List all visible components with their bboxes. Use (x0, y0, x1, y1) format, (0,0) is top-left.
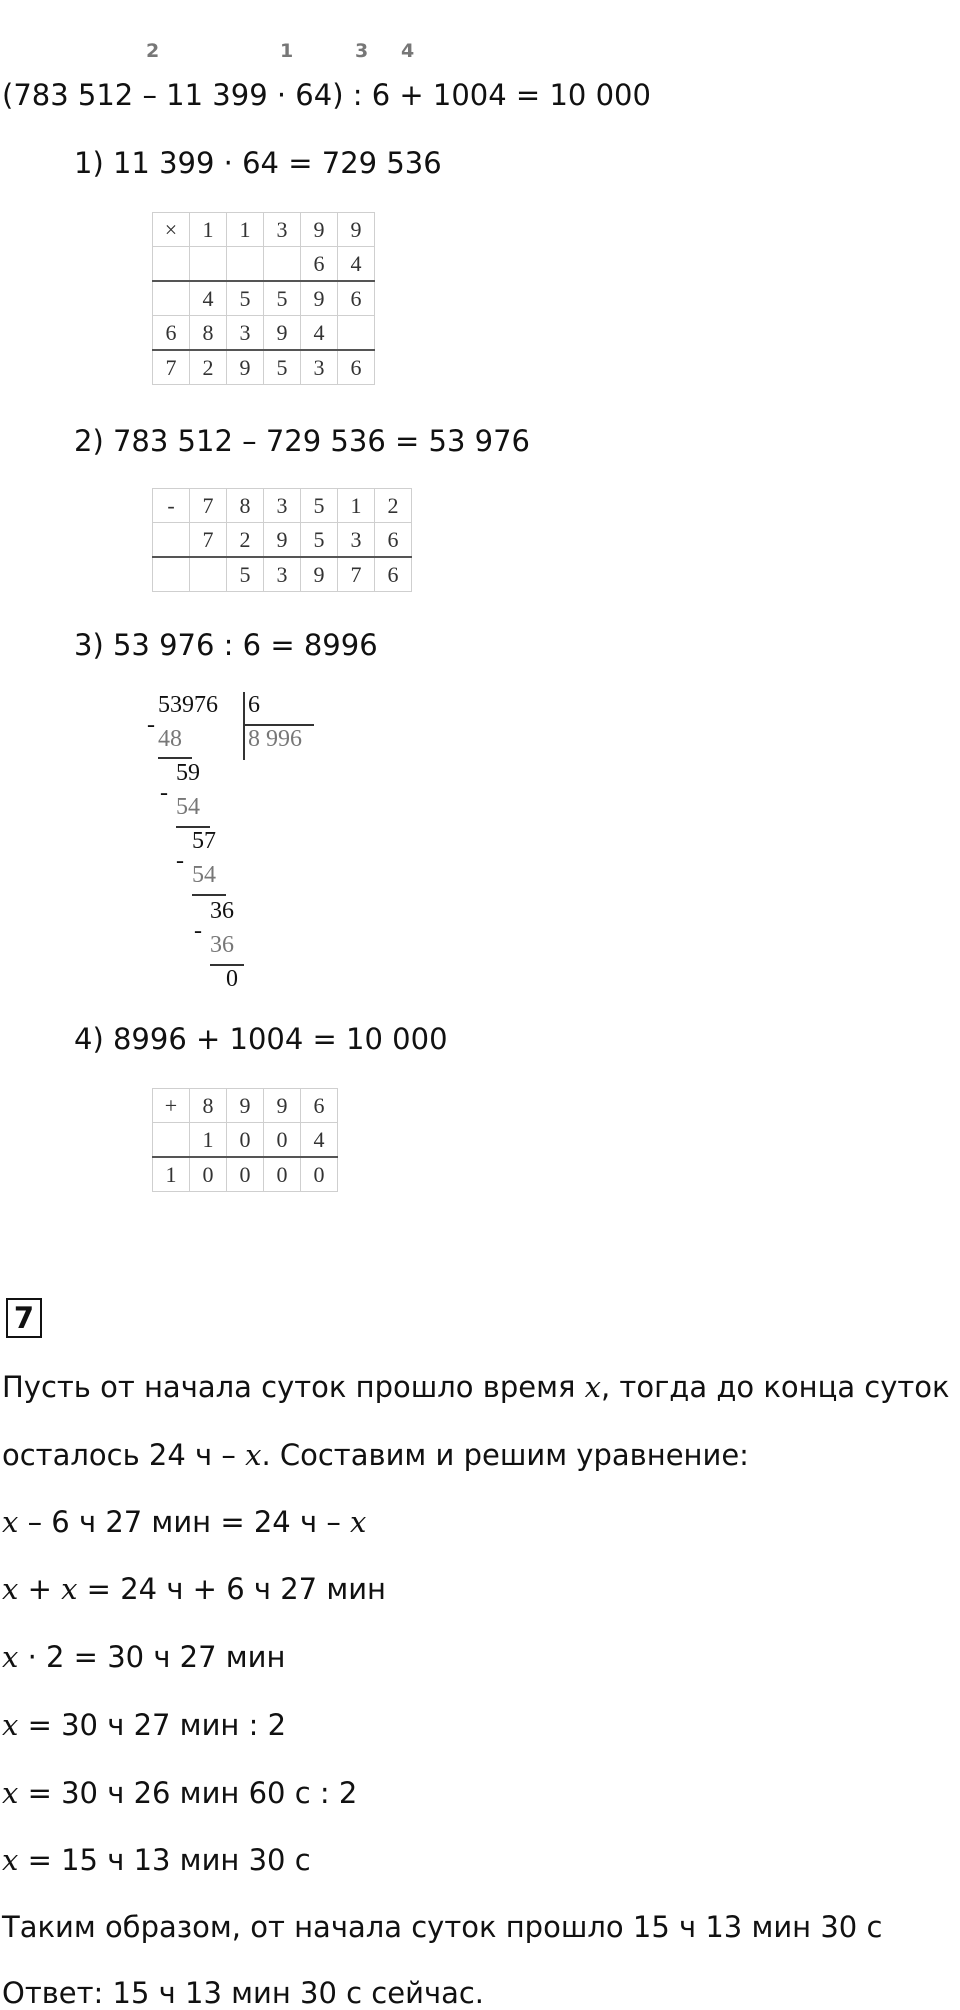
cell: 6 (301, 247, 338, 282)
cell: 8 (227, 489, 264, 523)
step-2: 2) 783 512 – 729 536 = 53 976 (74, 424, 530, 458)
cell: 1 (190, 213, 227, 247)
step-3: 3) 53 976 : 6 = 8996 (74, 628, 378, 662)
cell: 3 (338, 523, 375, 558)
variable-x: x (61, 1572, 78, 1606)
cell: 1 (227, 213, 264, 247)
cell (153, 523, 190, 558)
variable-x: x (584, 1370, 601, 1404)
cell: 9 (264, 1089, 301, 1123)
cell: 1 (190, 1123, 227, 1158)
text: Пусть от начала суток прошло время (2, 1370, 585, 1404)
cell: 7 (338, 557, 375, 592)
minus-sign: - (147, 712, 155, 738)
addition-table (152, 1088, 338, 1192)
answer: Ответ: 15 ч 13 мин 30 с сейчас. (2, 1976, 485, 2010)
cell: 6 (338, 350, 375, 385)
text: = 24 ч + 6 ч 27 мин (77, 1572, 387, 1606)
cell: 1 (338, 489, 375, 523)
order-mark: 4 (401, 40, 415, 62)
cell: - (153, 489, 190, 523)
cell: 0 (227, 1157, 264, 1192)
subtraction-table (152, 488, 412, 592)
variable-x: x (2, 1505, 19, 1539)
cell (190, 247, 227, 282)
minus-sign: - (194, 918, 202, 944)
cell: 2 (227, 523, 264, 558)
task-number-box: 7 (6, 1298, 42, 1338)
text: . Составим и решим уравнение: (261, 1438, 749, 1472)
cell: 5 (301, 489, 338, 523)
cell: 9 (227, 1089, 264, 1123)
equation-line (2, 1843, 311, 1877)
cell: 9 (338, 213, 375, 247)
cell: 4 (190, 281, 227, 316)
cell: 4 (301, 1123, 338, 1158)
text: осталось 24 ч – (2, 1438, 246, 1472)
variable-x: x (2, 1843, 19, 1877)
cell: 2 (190, 350, 227, 385)
cell (190, 557, 227, 592)
minus-sign: - (160, 780, 168, 806)
division-vertical-line (243, 692, 245, 760)
variable-x: x (2, 1572, 19, 1606)
cell (338, 316, 375, 351)
cell: 3 (227, 316, 264, 351)
cell: 4 (338, 247, 375, 282)
cell: 3 (264, 489, 301, 523)
cell: 3 (264, 557, 301, 592)
variable-x: x (245, 1438, 262, 1472)
equation-line (2, 1708, 286, 1742)
cell: 5 (264, 281, 301, 316)
cell: 2 (375, 489, 412, 523)
text: = 30 ч 26 мин 60 с : 2 (18, 1776, 358, 1810)
cell: 8 (190, 316, 227, 351)
main-expression: (783 512 – 11 399 · 64) : 6 + 1004 = 10 000 (2, 78, 651, 112)
cell (153, 247, 190, 282)
equation-line (2, 1640, 285, 1674)
cell (153, 281, 190, 316)
cell: 0 (264, 1157, 301, 1192)
cell: 3 (301, 350, 338, 385)
text-line (2, 1438, 749, 1472)
cell: 5 (227, 557, 264, 592)
variable-x: x (2, 1640, 19, 1674)
text: = 15 ч 13 мин 30 с (18, 1843, 311, 1877)
cell (153, 1123, 190, 1158)
equation-line (2, 1505, 366, 1539)
cell: 0 (264, 1123, 301, 1158)
cell: 5 (301, 523, 338, 558)
cell: 6 (338, 281, 375, 316)
cell: 5 (227, 281, 264, 316)
division-step: 57 (192, 828, 216, 854)
cell: 9 (264, 523, 301, 558)
cell: 1 (153, 1157, 190, 1192)
cell: 6 (375, 557, 412, 592)
divisor: 6 (248, 692, 260, 718)
cell: 7 (153, 350, 190, 385)
conclusion: Таким образом, от начала суток прошло 15 ч 13 мин 30 с (2, 1910, 883, 1944)
division-step: 54 (192, 862, 216, 888)
cell: 9 (301, 557, 338, 592)
cell (227, 247, 264, 282)
text: = 30 ч 27 мин : 2 (18, 1708, 287, 1742)
order-mark: 2 (146, 40, 160, 62)
variable-x: x (350, 1505, 367, 1539)
cell: 3 (264, 213, 301, 247)
division-step: 59 (176, 760, 200, 786)
quotient: 8 996 (248, 726, 302, 752)
equation-line (2, 1776, 357, 1810)
cell: + (153, 1089, 190, 1123)
cell: 9 (301, 213, 338, 247)
cell: 9 (264, 316, 301, 351)
cell: 9 (227, 350, 264, 385)
cell (264, 247, 301, 282)
text: , тогда до конца суток (601, 1370, 950, 1404)
division-remainder: 0 (226, 966, 238, 992)
cell: 0 (190, 1157, 227, 1192)
variable-x: x (2, 1708, 19, 1742)
cell: 6 (301, 1089, 338, 1123)
dividend: 53976 (158, 692, 218, 718)
step-4: 4) 8996 + 1004 = 10 000 (74, 1022, 448, 1056)
minus-sign: - (176, 848, 184, 874)
order-mark: 1 (280, 40, 294, 62)
step-1: 1) 11 399 · 64 = 729 536 (74, 146, 442, 180)
cell: 0 (301, 1157, 338, 1192)
cell: 8 (190, 1089, 227, 1123)
cell: 6 (153, 316, 190, 351)
division-rule (192, 894, 226, 896)
order-mark: 3 (355, 40, 369, 62)
cell: 7 (190, 489, 227, 523)
multiplication-table (152, 212, 375, 385)
cell: 5 (264, 350, 301, 385)
cell: 4 (301, 316, 338, 351)
division-step: 48 (158, 726, 182, 752)
cell (153, 557, 190, 592)
cell: 7 (190, 523, 227, 558)
division-step: 36 (210, 932, 234, 958)
division-step: 36 (210, 898, 234, 924)
variable-x: x (2, 1776, 19, 1810)
cell: 0 (227, 1123, 264, 1158)
cell: 9 (301, 281, 338, 316)
cell: × (153, 213, 190, 247)
division-rule (158, 757, 192, 759)
text: + (18, 1572, 62, 1606)
cell: 6 (375, 523, 412, 558)
equation-line (2, 1572, 386, 1606)
text: – 6 ч 27 мин = 24 ч – (18, 1505, 351, 1539)
division-step: 54 (176, 794, 200, 820)
text: · 2 = 30 ч 27 мин (18, 1640, 286, 1674)
text-line (2, 1370, 950, 1404)
